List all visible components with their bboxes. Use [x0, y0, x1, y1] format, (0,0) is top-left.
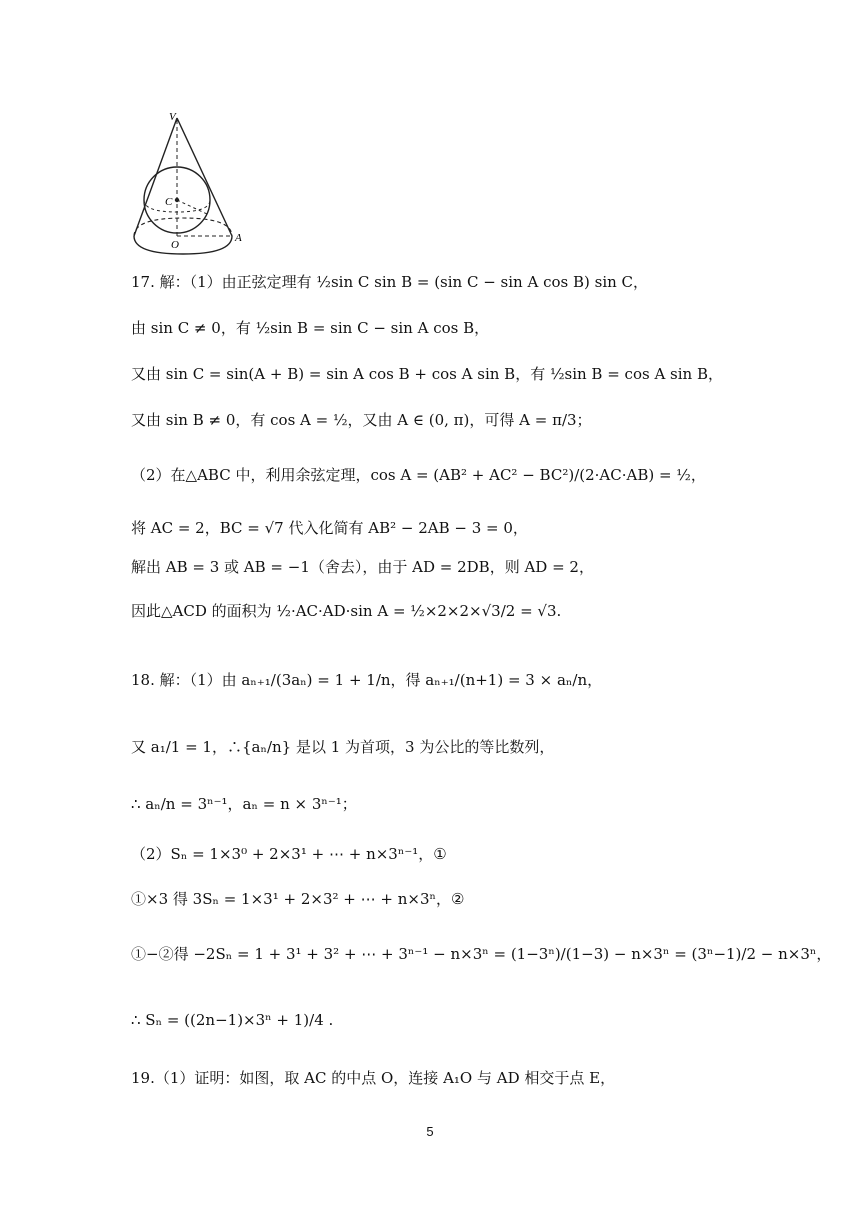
sol18-line1: 18. 解：（1）由 aₙ₊₁/(3aₙ) = 1 + 1/n，得 aₙ₊₁/(n+1) = 3 × aₙ/n，	[131, 671, 603, 689]
sol18-line2: 又 a₁/1 = 1，∴{aₙ/n} 是以 1 为首项，3 为公比的等比数列，	[131, 738, 555, 756]
sol17-line3: 又由 sin C = sin(A + B) = sin A cos B + cos A sin B，有 ½sin B = cos A sin B，	[131, 365, 723, 383]
label-A: A	[235, 232, 242, 244]
sol18-line5: ①×3 得 3Sₙ = 1×3¹ + 2×3² + ⋯ + n×3ⁿ，②	[131, 890, 465, 908]
sol17-line2: 由 sin C ≠ 0，有 ½sin B = sin C − sin A cos B，	[131, 319, 490, 337]
sol19-line1: 19.（1）证明：如图，取 AC 的中点 O，连接 A₁O 与 AD 相交于点 E，	[131, 1069, 616, 1087]
sol17-line7: 解出 AB = 3 或 AB = −1（舍去），由于 AD = 2DB，则 AD = 2，	[131, 558, 594, 576]
sol17-line8: 因此△ACD 的面积为 ½·AC·AD·sin A = ½×2×2×√3/2 = √3.	[131, 602, 562, 620]
base-front-arc	[134, 236, 232, 254]
sol18-line4: （2）Sₙ = 1×3⁰ + 2×3¹ + ⋯ + n×3ⁿ⁻¹，①	[131, 845, 447, 863]
label-V: V	[169, 111, 176, 123]
sol18-line3: ∴ aₙ/n = 3ⁿ⁻¹，aₙ = n × 3ⁿ⁻¹；	[131, 795, 357, 813]
page-number: 5	[426, 1124, 434, 1139]
sol18-line7: ∴ Sₙ = ((2n−1)×3ⁿ + 1)/4 .	[131, 1011, 334, 1029]
sol17-line4: 又由 sin B ≠ 0，有 cos A = ½，又由 A ∈ (0, π)，可得 A = π/3；	[131, 411, 592, 429]
label-O: O	[171, 239, 179, 251]
sol18-line6: ①−②得 −2Sₙ = 1 + 3¹ + 3² + ⋯ + 3ⁿ⁻¹ − n×3ⁿ = (1−3ⁿ)/(1−3) − n×3ⁿ = (3ⁿ−1)/2 − n×3ⁿ，	[131, 945, 832, 963]
label-C: C	[165, 196, 173, 208]
center-point	[175, 198, 179, 202]
base-back-arc	[134, 218, 232, 236]
sol17-line5: （2）在△ABC 中，利用余弦定理，cos A = (AB² + AC² − BC²)/(2·AC·AB) = ½，	[131, 466, 706, 484]
sol17-line1: 17. 解：（1）由正弦定理有 ½sin C sin B = (sin C − sin A cos B) sin C，	[131, 273, 649, 291]
cone-sphere-figure	[131, 108, 251, 258]
sol17-line6: 将 AC = 2，BC = √7 代入化简有 AB² − 2AB − 3 = 0，	[131, 519, 528, 537]
